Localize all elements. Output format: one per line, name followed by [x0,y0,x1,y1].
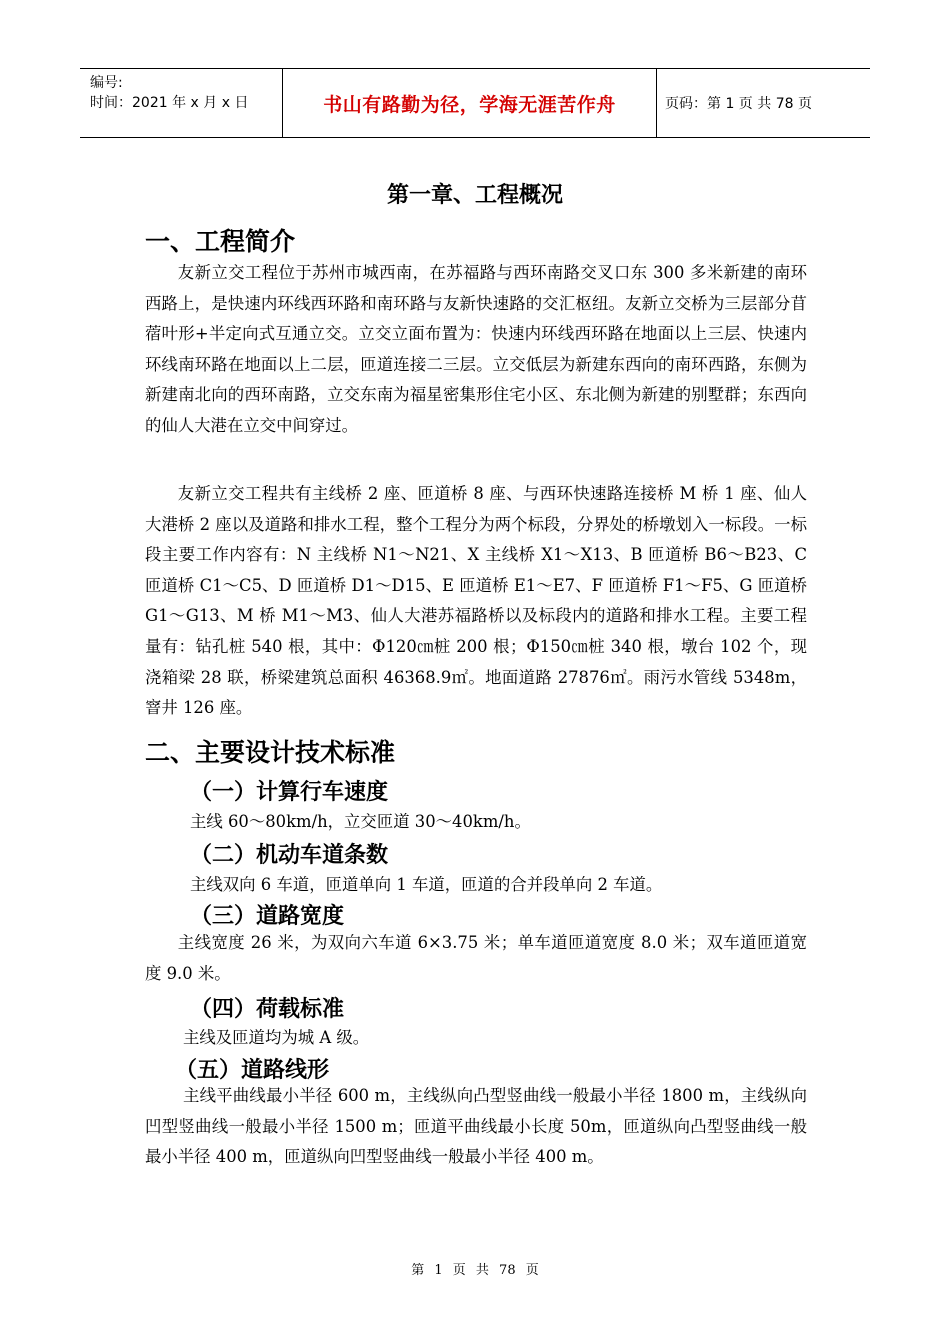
subsection-speed-text: 主线 60～80km/h，立交匝道 30～40km/h。 [190,812,531,831]
subsection-width-text: 主线宽度 26 米，为双向六车道 6×3.75 米；单车道匝道宽度 8.0 米；双车道匝道宽度 9.0 米。 [145,933,807,983]
document-number-label: 编号: [90,75,123,91]
section-1-paragraph-2: 友新立交工程共有主线桥 2 座、匝道桥 8 座、与西环快速路连接桥 M 桥 1 座、仙人大港桥 2 座以及道路和排水工程，整个工程分为两个标段，分界处的桥墩划入一标段。一标段主要工作内容有：N 主线桥 N1～N21、X 主线桥 X1～X13、B 匝道桥 B6～B23、C 匝道桥 C1～C5、D 匝道桥 D1～D15、E 匝道桥 E1～E7、F 匝道桥 F1～F5、G 匝道桥 G1～G13、M 桥 M1～M3、仙人大港苏福路桥以及标段内的道路和排水工程。主要工程量有：钻孔桩 540 根，其中：Φ120㎝桩 200 根；Φ150㎝桩 340 根，墩台 102 个，现浇箱梁 28 联，桥梁建筑总面积 46368.9㎡。地面道路 27876㎡。雨污水管线 5348m，窨井 126 座。 [145,484,807,718]
header-meta [80,69,283,137]
header-page-info: 页码：第 1 页 共 78 页 [665,96,812,112]
subsection-lanes-title: （二）机动车道条数 [190,843,389,868]
subsection-load-title: （四）荷载标准 [190,997,345,1022]
subsection-alignment-text: 主线平曲线最小半径 600 m，主线纵向凸型竖曲线一般最小半径 1800 m，主线纵向凹型竖曲线一般最小半径 1500 m；匝道平曲线最小长度 50m，匝道纵向凸型竖曲线一般最小半径 400 m，匝道纵向凹型竖曲线一般最小半径 400 m。 [145,1086,807,1167]
subsection-load-text: 主线及匝道均为城 A 级。 [183,1028,370,1047]
subsection-alignment-title: （五）道路线形 [175,1058,330,1083]
section-1-title: 一、工程简介 [145,227,296,256]
subsection-lanes-text: 主线双向 6 车道，匝道单向 1 车道，匝道的合并段单向 2 车道。 [190,875,663,894]
subsection-width-title: （三）道路宽度 [190,904,345,929]
document-date: 时间：2021 年 x 月 x 日 [90,95,249,111]
page-footer: 第 1 页 共 78 页 [411,1263,539,1278]
section-1-paragraph-1: 友新立交工程位于苏州市城西南，在苏福路与西环南路交叉口东 300 多米新建的南环西路上，是快速内环线西环路和南环路与友新快速路的交汇枢纽。友新立交桥为三层部分苜蓿叶形+半定向式互通立交。立交立面布置为：快速内环线西环路在地面以上三层、快速内环线南环路在地面以上二层，匝道连接二三层。立交低层为新建东西向的南环西路，东侧为新建南北向的西环南路，立交东南为福星密集形住宅小区、东北侧为新建的别墅群；东西向的仙人大港在立交中间穿过。 [145,263,807,435]
header-motto: 书山有路勤为径，学海无涯苦作舟 [283,69,657,137]
subsection-speed-title: （一）计算行车速度 [190,780,389,805]
chapter-title: 第一章、工程概况 [386,183,563,208]
page-header [80,68,870,138]
section-2-title: 二、主要设计技术标准 [145,738,396,767]
